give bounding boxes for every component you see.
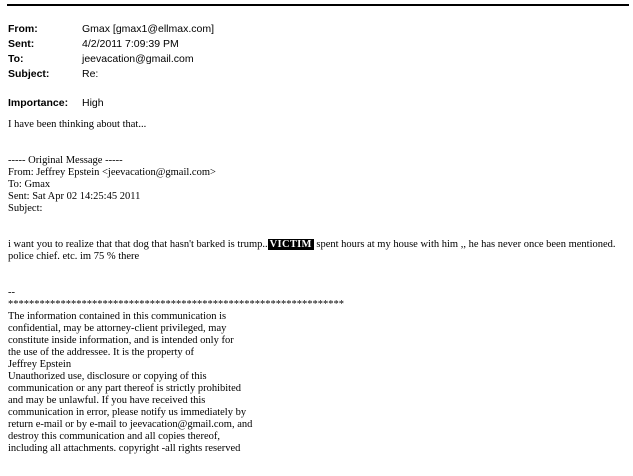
to-value: jeevacation@gmail.com [82, 53, 194, 65]
importance-row [8, 96, 214, 111]
disclaimer-line: destroy this communication and all copies thereof, [8, 431, 220, 442]
to-label: To: [8, 53, 24, 65]
email-body [8, 119, 628, 455]
reply-text: I have been thinking about that... [8, 119, 147, 130]
sent-row [8, 37, 214, 52]
disclaimer-line: communication in error, please notify us immediately by [8, 407, 247, 418]
disclaimer-line: return e-mail or by e-mail to jeevacation@gmail.com, and [8, 419, 253, 430]
subject-row [8, 67, 214, 82]
disclaimer-line: and may be unlawful. If you have received this [8, 395, 206, 406]
disclaimer-line: including all attachments. copyright -all rights reserved [8, 443, 241, 454]
sent-value: 4/2/2011 7:09:39 PM [82, 38, 179, 50]
signature-stars: **************************************************************** [8, 299, 344, 310]
email-header [8, 22, 214, 111]
disclaimer-line: the use of the addressee. It is the property of [8, 347, 195, 358]
disclaimer-line: Unauthorized use, disclosure or copying of this [8, 371, 207, 382]
from-row [8, 22, 214, 37]
original-message-separator: ----- Original Message ----- [8, 155, 123, 166]
signature-dash: -- [8, 287, 15, 298]
to-row [8, 52, 214, 67]
disclaimer-line: constitute inside information, and is intended only for [8, 335, 234, 346]
from-value: Gmax [gmax1@ellmax.com] [82, 23, 215, 35]
disclaimer-line: Jeffrey Epstein [8, 359, 72, 370]
subject-value: Re: [82, 68, 99, 80]
disclaimer-line: confidential, may be attorney-client privileged, may [8, 323, 227, 334]
disclaimer-line: The information contained in this communication is [8, 311, 227, 322]
original-message-text [8, 239, 620, 263]
redaction-label: VICTIM [269, 239, 312, 250]
message-after: spent hours at my house with him ,, he has never once been mentioned. police chief. etc. im 75 % there [8, 239, 616, 262]
importance-value: High [82, 97, 104, 109]
importance-label: Importance: [8, 97, 69, 109]
original-subject: Subject: [8, 203, 43, 214]
sent-label: Sent: [8, 38, 35, 50]
original-from: From: Jeffrey Epstein <jeevacation@gmail.com> [8, 167, 216, 178]
from-label: From: [8, 23, 38, 35]
header-divider [7, 4, 629, 6]
disclaimer-line: communication or any part thereof is strictly prohibited [8, 383, 241, 394]
original-to: To: Gmax [8, 179, 51, 190]
message-before: i want you to realize that that dog that hasn't barked is trump.. [8, 239, 268, 250]
disclaimer-block [8, 311, 628, 455]
subject-label: Subject: [8, 68, 50, 80]
original-sent: Sent: Sat Apr 02 14:25:45 2011 [8, 191, 141, 202]
